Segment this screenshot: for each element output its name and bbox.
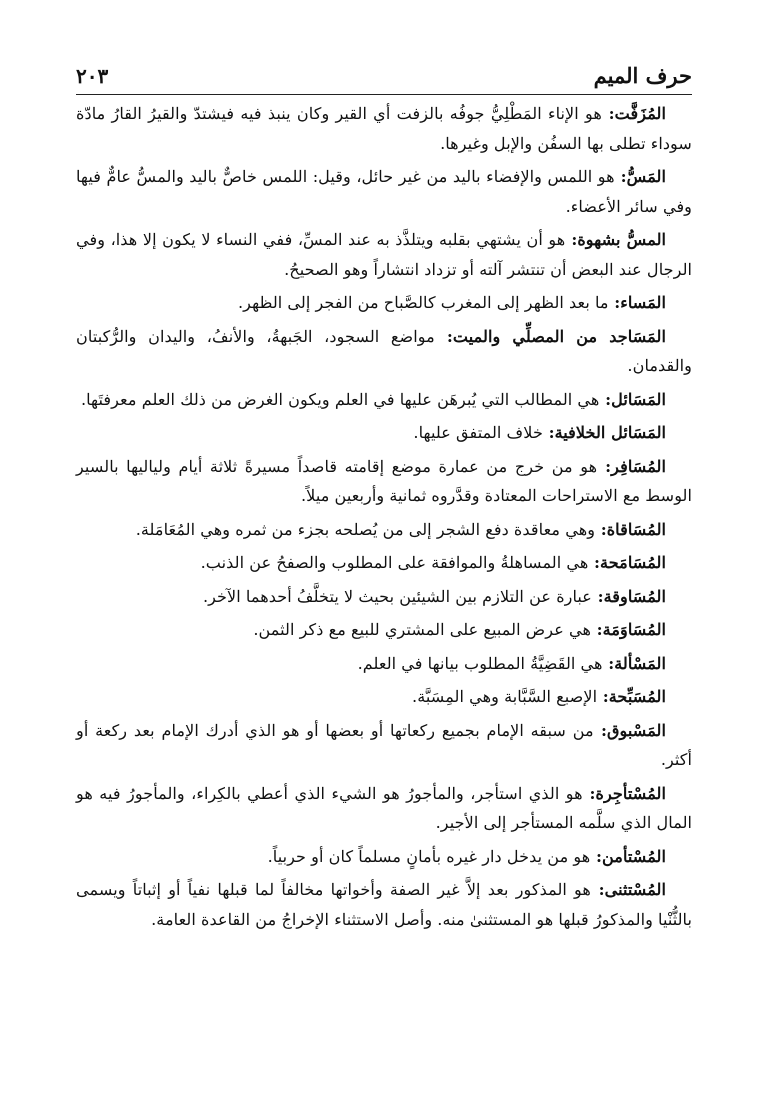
chapter-title: حرف الميم <box>593 63 692 88</box>
entry-definition: مواضع السجود، الجَبهةُ، والأنفُ، واليدان والرُّكبتان والقدمان. <box>76 326 692 375</box>
entry-definition: هو المذكور بعد إلاَّ غير الصفة وأخواتها مخالفاً لما قبلها نفياً أو إثباتاً ويسمى بالثُّنْيا والمذكورُ قبلها هو المستثنىٰ منه. وأصل الاستثناء الإخراجُ من القاعدة العامة. <box>76 880 692 929</box>
entry-masail: المَسَائل: هي المطالب التي يُبرهَن عليها في العلم ويكون الغرض من ذلك العلم معرفتَها. <box>80 389 666 409</box>
entry-term: المُسَاوَمَة <box>602 620 666 639</box>
entry-definition: هي المطالب التي يُبرهَن عليها في العلم ويكون الغرض من ذلك العلم معرفتَها. <box>80 389 600 409</box>
entry-musabbiha: المُسَبِّحة: الإصبع السَّبَّابة وهي المِسَبَّة. <box>412 687 666 706</box>
entry-term: المُسَاوقة <box>603 586 666 606</box>
entry-term: المُسَبِّحة <box>608 687 666 706</box>
dictionary-entries <box>76 99 692 934</box>
entry-musawaqa: المُسَاوقة: عبارة عن التلازم بين الشيئين بحيث لا يتخلَّفُ أحدهما الآخر. <box>202 586 666 606</box>
entry-term: المسُّ بشهوة <box>577 230 667 249</box>
entry-term: المُسْتأمن <box>601 846 666 866</box>
entry-musafir: المُسَافِر: هو من خرج من عمارة موضع إقامته قاصداً مسيرةً ثلاثة أيام ولياليها بالسير الوسط مع الاستراحات المعتادة وقدَّروه ثمانية وأربعين ميلاً. <box>76 456 692 505</box>
entry-term: المَسْألة <box>614 653 666 673</box>
entry-definition: ما بعد الظهر إلى المغرب كالصَّباح من الفجر إلى الظهر. <box>238 293 609 312</box>
entry-definition: وهي معاقدة دفع الشجر إلى من يُصلحه بجزء من ثمره وهي المُعَامَلة. <box>135 519 596 539</box>
entry-definition: عبارة عن التلازم بين الشيئين بحيث لا يتخلَّفُ أحدهما الآخر. <box>202 586 592 606</box>
entry-definition: الإصبع السَّبَّابة وهي المِسَبَّة. <box>412 687 598 706</box>
entry-term: المَسَائل الخلافية <box>554 423 666 442</box>
entry-muzaffat: المُزَفَّت: هو الإناء المَطْلِيُّ جوفُه بالزفت أي القير وكان ينبذ فيه فيشتدّ والقيرُ القارُ مادّة سوداء تطلى بها السفُن والإبل وغيرها. <box>76 104 692 153</box>
entry-definition: هي المساهلةُ والموافقة على المطلوب والصفحُ عن الذنب. <box>200 553 589 572</box>
entry-definition: هو من يدخل دار غيره بأمانٍ مسلماً كان أو حربياً. <box>267 846 591 866</box>
entry-musawama: المُسَاوَمَة: هي عرض المبيع على المشتري للبيع مع ذكر الثمن. <box>253 620 666 639</box>
entry-definition: هو الذي استأجر، والمأجورُ هو الشيء الذي أعطي بالكِراء، والمأجورُ فيه هو المال الذي سلَّمه المستأجر إلى الأجير. <box>76 783 692 832</box>
entry-definition: هو أن يشتهي بقلبه ويتلذَّذ به عند المسِّ، ففي النساء لا يكون إلا هذا، وفي الرجال عند البعض أن تنتشر آلته أو تزداد انتشاراً وهو الصحيحُ. <box>76 230 692 279</box>
page-number: ٢٠٣ <box>76 64 109 88</box>
entry-masbuq: المَسْبوق: من سبقه الإمام بجميع ركعاتها أو بعضها أو هو الذي أدرك الإمام بعد ركعة أو أكثر. <box>76 720 692 769</box>
entry-term: المُسَاقاة <box>606 519 666 539</box>
entry-masail-khilafiya: المَسَائل الخلافية: خلاف المتفق عليها. <box>413 423 666 442</box>
entry-term: المُسْتثنى <box>604 880 666 899</box>
entry-term: المَساء <box>620 293 666 312</box>
entry-definition: خلاف المتفق عليها. <box>413 423 543 442</box>
entry-definition: هي عرض المبيع على المشتري للبيع مع ذكر الثمن. <box>253 620 592 639</box>
entry-term: المُسَامَحة <box>600 553 666 572</box>
entry-mass: المَسُّ: هو اللمس والإفضاء باليد من غير حائل، وقيل: اللمس خاصٌّ باليد والمسُّ عامٌّ فيها وفي سائر الأعضاء. <box>76 167 692 216</box>
entry-term: المَسُّ <box>626 167 666 186</box>
entry-mustathna: المُسْتثنى: هو المذكور بعد إلاَّ غير الصفة وأخواتها مخالفاً لما قبلها نفياً أو إثباتاً ويسمى بالثُّنْيا والمذكورُ قبلها هو المستثنىٰ منه. وأصل الاستثناء الإخراجُ من القاعدة العامة. <box>76 880 692 929</box>
entry-definition: هو من خرج من عمارة موضع إقامته قاصداً مسيرةً ثلاثة أيام ولياليها بالسير الوسط مع الاستراحات المعتادة وقدَّروه ثمانية وأربعين ميلاً. <box>76 456 692 505</box>
entry-definition: هي القَضِيَّةُ المطلوب بيانها في العلم. <box>357 653 603 673</box>
entry-masajid: المَسَاجد من المصلِّي والميت: مواضع السجود، الجَبهةُ، والأنفُ، واليدان والرُّكبتان والقدمان. <box>76 326 692 375</box>
entry-term: المَسْبوق <box>606 720 666 740</box>
entry-term: المُسَافِر <box>611 456 666 476</box>
entry-term: المَسَائل <box>611 389 666 409</box>
entry-musamaha: المُسَامَحة: هي المساهلةُ والموافقة على المطلوب والصفحُ عن الذنب. <box>200 553 666 572</box>
entry-term: المُزَفَّت <box>614 104 666 123</box>
entry-definition: من سبقه الإمام بجميع ركعاتها أو بعضها أو هو الذي أدرك الإمام بعد ركعة أو أكثر. <box>76 720 692 769</box>
entry-definition: هو اللمس والإفضاء باليد من غير حائل، وقيل: اللمس خاصٌّ باليد والمسُّ عامٌّ فيها وفي سائر الأعضاء. <box>76 167 692 216</box>
entry-masa: المَساء: ما بعد الظهر إلى المغرب كالصَّباح من الفجر إلى الظهر. <box>238 293 666 312</box>
entry-term: المُسْتأجِرة <box>595 783 666 803</box>
entry-mass-bishahwa: المسُّ بشهوة: هو أن يشتهي بقلبه ويتلذَّذ به عند المسِّ، ففي النساء لا يكون إلا هذا، وفي الرجال عند البعض أن تنتشر آلته أو تزداد انتشاراً وهو الصحيحُ. <box>76 230 692 279</box>
entry-mustamin: المُسْتأمن: هو من يدخل دار غيره بأمانٍ مسلماً كان أو حربياً. <box>267 846 666 866</box>
entry-masala: المَسْألة: هي القَضِيَّةُ المطلوب بيانها في العلم. <box>357 653 666 673</box>
entry-definition: هو الإناء المَطْلِيُّ جوفُه بالزفت أي القير وكان ينبذ فيه فيشتدّ والقيرُ القارُ مادّة سوداء تطلى بها السفُن والإبل وغيرها. <box>76 104 692 153</box>
entry-term: المَسَاجد من المصلِّي والميت <box>452 326 666 346</box>
entry-musaqat: المُسَاقاة: وهي معاقدة دفع الشجر إلى من يُصلحه بجزء من ثمره وهي المُعَامَلة. <box>135 519 666 539</box>
page-header <box>76 58 692 95</box>
entry-mustajira: المُسْتأجِرة: هو الذي استأجر، والمأجورُ هو الشيء الذي أعطي بالكِراء، والمأجورُ فيه هو المال الذي سلَّمه المستأجر إلى الأجير. <box>76 783 692 832</box>
